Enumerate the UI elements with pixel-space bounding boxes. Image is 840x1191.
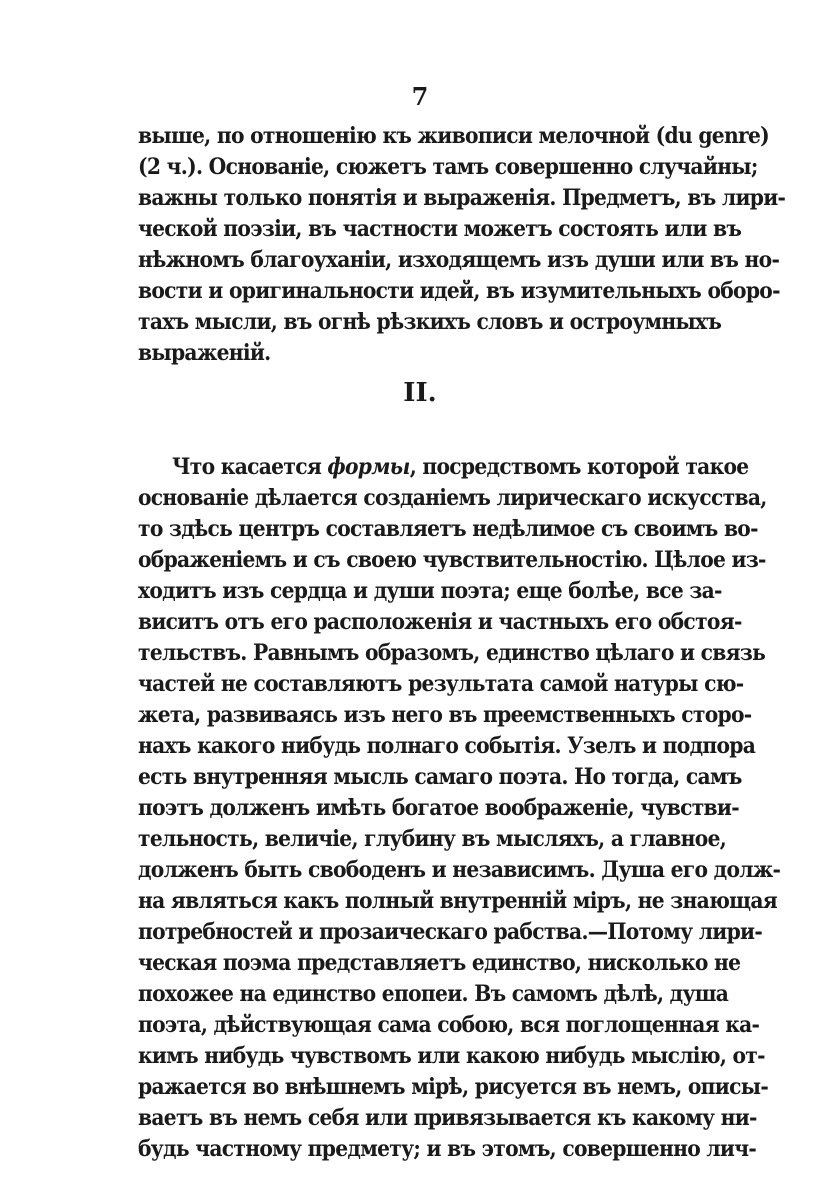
text-line: потребностей и прозаическаго рабства.—Потому лири- — [138, 919, 763, 945]
text-line: вости и оригинальности идей, въ изумительныхъ оборо- — [138, 278, 780, 304]
text-line: долженъ быть свободенъ и независимъ. Душа его долж- — [138, 857, 781, 883]
text-fragment: Что касается — [172, 454, 328, 480]
text-line: ческая поэма представляетъ единство, нисколько не — [138, 950, 741, 976]
text-line: есть внутренняя мысль самаго поэта. Но тогда, самъ — [138, 764, 742, 790]
text-line: тахъ мысли, въ огнѣ рѣзкихъ словъ и остроумныхъ — [138, 309, 722, 335]
text-line: ражается во внѣшнемъ мірѣ, рисуется въ немъ, описы- — [138, 1074, 769, 1100]
text-line: жета, развиваясь изъ него въ преемственныхъ сторо- — [138, 702, 752, 728]
text-line-first — [138, 452, 749, 483]
text-line: выраженій. — [138, 340, 271, 366]
text-line: нахъ какого нибудь полнаго событія. Узелъ и подпора — [138, 733, 756, 759]
text-line: ходитъ изъ сердца и души поэта; еще болѣе, все за- — [138, 578, 722, 604]
section-heading: II. — [403, 378, 437, 408]
text-line: нѣжномъ благоуханіи, изходящемъ изъ души или въ но- — [138, 247, 780, 273]
text-line: кимъ нибудь чувствомъ или какою нибудь мыслію, от- — [138, 1043, 765, 1069]
text-line: (2 ч.). Основаніе, сюжетъ тамъ совершенно случайны; — [138, 154, 758, 180]
text-fragment: , посредствомъ которой такое — [409, 454, 749, 480]
text-line: ваетъ въ немъ себя или привязывается къ какому ни- — [138, 1105, 757, 1131]
italic-term: формы — [327, 454, 410, 480]
text-line: похожее на единство епопеи. Въ самомъ дѣлѣ, душа — [138, 981, 729, 1007]
page-number: 7 — [411, 82, 429, 111]
text-line: поэтъ долженъ имѣть богатое воображеніе, чувстви- — [138, 795, 739, 821]
text-line: важны только понятія и выраженія. Предметъ, въ лири- — [138, 185, 786, 211]
text-line: тельствъ. Равнымъ образомъ, единство цѣлаго и связь — [138, 640, 766, 666]
text-line: поэта, дѣйствующая сама собою, вся поглощенная ка- — [138, 1012, 760, 1038]
text-line: частей не составляютъ результата самой натуры сю- — [138, 671, 744, 697]
text-line: будь частному предмету; и въ этомъ, совершенно лич- — [138, 1136, 757, 1162]
text-line: основаніе дѣлается созданіемъ лирическаго искусства, — [138, 485, 767, 511]
text-line: выше, по отношенію къ живописи мелочной (du genre) — [138, 123, 770, 149]
text-line: то здѣсь центръ составляетъ недѣлимое съ своимъ во- — [138, 516, 758, 542]
text-line: виситъ отъ его расположенія и частныхъ его обстоя- — [138, 609, 742, 635]
text-line: на являться какъ полный внутренній міръ, не знающая — [138, 888, 778, 914]
text-line: ображеніемъ и съ своею чувствительностію. Цѣлое из- — [138, 547, 766, 573]
text-line: тельность, величіе, глубину въ мысляхъ, а главное, — [138, 826, 727, 852]
paragraph-1 — [138, 121, 786, 369]
text-line: ческой поэзіи, въ частности можетъ состоять или въ — [138, 216, 742, 242]
paragraph-2 — [138, 452, 781, 1165]
